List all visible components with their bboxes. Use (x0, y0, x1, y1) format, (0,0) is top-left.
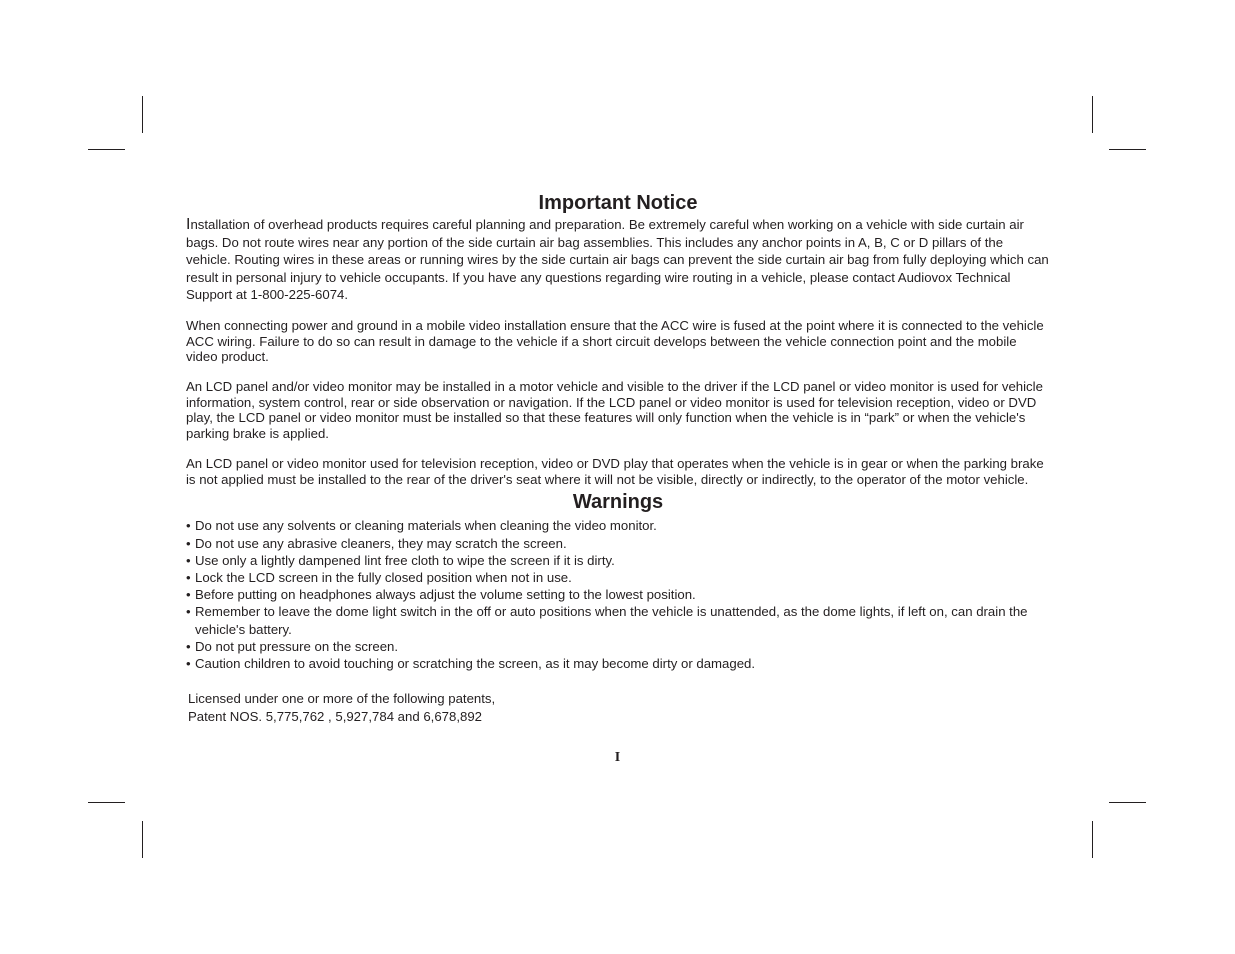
patent-notice (188, 690, 1050, 725)
crop-mark-top-left-horizontal (88, 149, 125, 150)
patent-license-line: Licensed under one or more of the following patents, (188, 691, 496, 707)
warning-item: • Do not use any abrasive cleaners, they may scratch the screen. (186, 535, 1050, 552)
notice-paragraph-airbags: Installation of overhead products requires careful planning and preparation. Be extremely careful when working on a vehicle with side curtain air bags. Do not route wires near any portion of the side curtain air bag assemblies. This includes any anchor points in A, B, C or D pillars of the vehicle. Routing wires in these areas or running wires by the side curtain air bags can prevent the side curtain air bag from fully deploying which can result in personal injury to vehicle occupants. If you have any questions regarding wire routing in a vehicle, please contact Audiovox Technical Support at 1-800-225-6074. (186, 216, 1049, 303)
warning-item: • Caution children to avoid touching or scratching the screen, as it may become dirty or damaged. (186, 655, 1050, 672)
warning-item: • Remember to leave the dome light switch in the off or auto positions when the vehicle is unattended, as the dome lights, if left on, can drain the vehicle's battery. (186, 603, 1050, 637)
crop-mark-top-right-vertical (1092, 96, 1093, 133)
page-number: I (614, 750, 621, 765)
warning-item: • Do not use any solvents or cleaning materials when cleaning the video monitor. (186, 517, 1050, 534)
crop-mark-bottom-left-vertical (142, 821, 143, 858)
crop-mark-bottom-left-horizontal (88, 802, 125, 803)
important-notice-title: Important Notice (538, 192, 698, 214)
notice-paragraph-acc-wiring: When connecting power and ground in a mobile video installation ensure that the ACC wire is fused at the point where it is connected to the vehicle ACC wiring. Failure to do so can result in damage to the vehicle if a short circuit develops between the vehicle connection point and the mobile video product. (186, 317, 1044, 365)
patent-numbers-line: Patent NOS. 5,775,762 , 5,927,784 and 6,678,892 (188, 708, 483, 724)
crop-mark-bottom-right-vertical (1092, 821, 1093, 858)
warnings-list (186, 517, 1050, 672)
warning-item: • Lock the LCD screen in the fully closed position when not in use. (186, 569, 1050, 586)
warnings-title: Warnings (572, 491, 664, 514)
warning-item: • Before putting on headphones always adjust the volume setting to the lowest position. (186, 586, 1050, 603)
notice-paragraph-lcd-rear-install: An LCD panel or video monitor used for television reception, video or DVD play that operates when the vehicle is in gear or when the parking brake is not applied must be installed to the rear of the driver's seat where it will not be visible, directly or indirectly, to the operator of the motor vehicle. (186, 455, 1044, 487)
crop-mark-top-left-vertical (142, 96, 143, 133)
warning-item: • Do not put pressure on the screen. (186, 638, 1050, 655)
notice-paragraph-lcd-visibility: An LCD panel and/or video monitor may be installed in a motor vehicle and visible to the driver if the LCD panel or video monitor is used for vehicle information, system control, rear or side observation or navigation. If the LCD panel or video monitor is used for television reception, video or DVD play, the LCD panel or video monitor must be installed so that these features will only function when the vehicle is in “park” or when the vehicle's parking brake is applied. (186, 379, 1043, 442)
page-content (186, 190, 1050, 725)
crop-mark-top-right-horizontal (1109, 149, 1146, 150)
warning-item: • Use only a lightly dampened lint free cloth to wipe the screen if it is dirty. (186, 552, 1050, 569)
crop-mark-bottom-right-horizontal (1109, 802, 1146, 803)
